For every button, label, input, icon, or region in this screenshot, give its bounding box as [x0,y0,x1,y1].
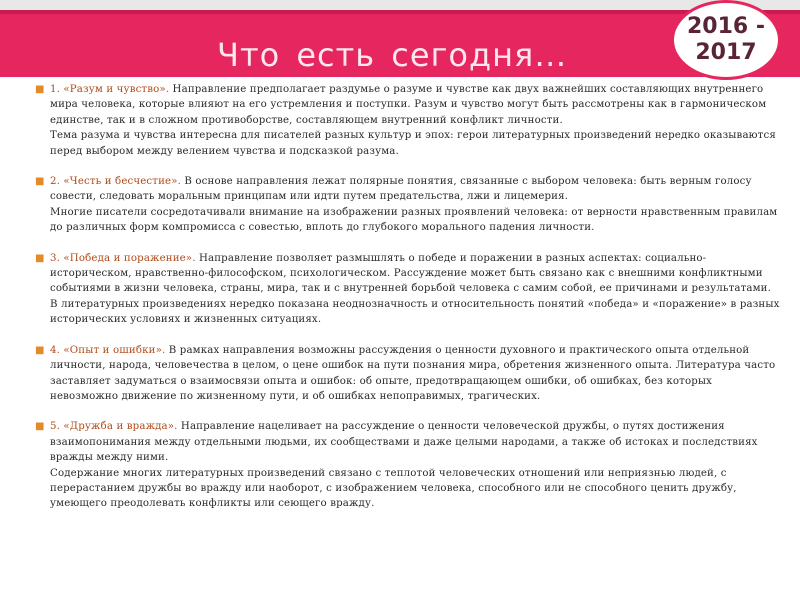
item-heading: 1. «Разум и чувство». [50,84,170,95]
item-body: Направление нацеливает на рассуждение о ценности человеческой дружбы, о путях достижения взаимопонимания между отдельными людьми, их сообществами и даже целыми народами, а также об истоках и последствиях вражды между ними. [50,421,758,464]
slide-title: Что есть сегодня… [217,36,568,74]
content-list [35,82,782,527]
bullet-icon: ■ [35,252,45,264]
list-item-5 [35,419,782,511]
item-paragraph [50,343,782,405]
item-extra: Тема разума и чувства интересна для писателей разных культур и эпох: герои литературных произведений нередко оказываются перед выбором между велением чувства и подсказкой разума. [50,130,776,157]
bullet-icon: ■ [35,344,45,356]
item-extra: Содержание многих литературных произведений связано с теплотой человеческих отношений или неприязнью людей, с перерастанием дружбы во вражду или наоборот, с изображением человека, способного или не способного ценить дружбу, умеющего преодолевать конфликты или сеющего вражду. [50,467,737,510]
item-body: Направление позволяет размышлять о победе и поражении в разных аспектах: социально-историческом, нравственно-философском, психологическом. Рассуждение может быть связано как с внешними конфликтными событиями в жизни человека, страны, мира, так и с внутренней борьбой человека с самим собой, ее причинами и результатами. [50,252,771,295]
item-body: В рамках направления возможны рассуждения о ценности духовного и практического опыта отдельной личности, народа, человечества в целом, о цене ошибок на пути познания мира, обретения жизненного опыта. Литература часто заставляет задуматься о взаимосвязи опыта и ошибок: об опыте, предотвращающем ошибки, об ошибках, без которых невозможно движение по жизненному пути, и об ошибках непоправимых, трагических. [50,344,776,402]
year-badge [671,0,781,80]
list-item-3 [35,251,782,328]
item-paragraph [50,174,782,205]
top-band [0,0,800,14]
item-body: Направление предполагает раздумье о разуме и чувстве как двух важнейших составляющих внутреннего мира человека, которые влияют на его устремления и поступки. Разум и чувство могут быть рассмотрены как в гармоническом единстве, так и в сложном противоборстве, составляющем внутренний конфликт личности. [50,84,767,126]
year-badge-bottom: 2017 [695,40,757,65]
bullet-icon: ■ [35,176,45,188]
item-extra: Многие писатели сосредотачивали внимание на изображении разных проявлений человека: от верности нравственным правилам до различных форм компромисса с совестью, вплоть до глубокого морального падения личности. [50,206,778,234]
item-heading: 3. «Победа и поражение». [50,252,196,264]
item-heading: 5. «Дружба и вражда». [50,421,178,433]
item-extra: В литературных произведениях нередко показана неоднозначность и относительность понятий «победа» и «поражение» в разных исторических условиях и жизненных ситуациях. [50,298,780,326]
year-badge-top: 2016 - [686,14,766,39]
item-paragraph [50,251,782,297]
list-item-4 [35,343,782,405]
item-heading: 4. «Опыт и ошибки». [50,344,166,356]
bullet-icon: ■ [35,421,45,433]
item-paragraph [50,82,782,128]
list-item-1 [35,82,782,159]
item-heading: 2. «Честь и бесчестие». [50,176,181,188]
list-item-2 [35,174,782,236]
bullet-icon: ■ [35,84,45,95]
item-paragraph [50,419,782,465]
item-body: В основе направления лежат полярные понятия, связанные с выбором человека: быть верным голосу совести, следовать моральным принципам или идти путем предательства, лжи и лицемерия. [50,176,752,203]
